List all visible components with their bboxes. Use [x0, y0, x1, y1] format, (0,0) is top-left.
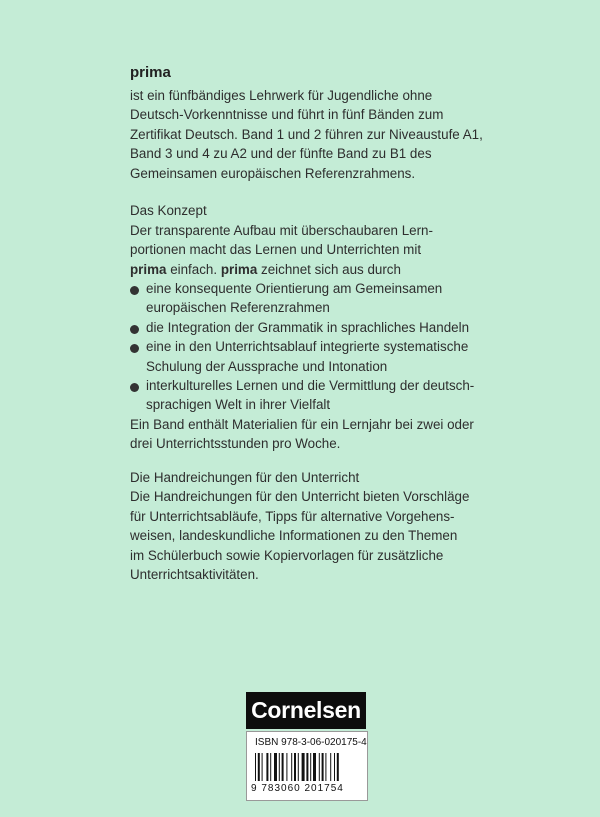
intro-line: Gemeinsamen europäischen Referenzrahmens. — [130, 166, 416, 181]
konzept-text: zeichnet sich aus durch — [257, 262, 401, 277]
brand-inline: prima — [220, 262, 258, 277]
konzept-text: einfach. — [166, 262, 221, 277]
handreichungen-heading: Die Handreichungen für den Unterricht — [130, 470, 360, 485]
bullet-line: die Integration der Grammatik in sprachliches Handeln — [146, 320, 470, 335]
bullet-line: eine konsequente Orientierung am Gemeinsamen — [146, 281, 443, 296]
brand-title: prima — [130, 64, 171, 81]
konzept-line: Der transparente Aufbau mit überschaubaren Lern- — [130, 223, 433, 238]
intro-line: Zertifikat Deutsch. Band 1 und 2 führen zur Niveaustufe A1, — [130, 127, 483, 142]
konzept-closing: drei Unterrichtsstunden pro Woche. — [130, 436, 341, 451]
barcode-label — [246, 731, 368, 801]
bullet-line: interkulturelles Lernen und die Vermittlung der deutsch- — [146, 378, 475, 393]
handreichungen-line: für Unterrichtsabläufe, Tipps für alternative Vorgehens- — [130, 509, 455, 524]
bullet-icon — [130, 344, 139, 353]
bullet-line: sprachigen Welt in ihrer Vielfalt — [146, 397, 331, 412]
barcode-icon — [255, 753, 359, 781]
konzept-line — [130, 261, 401, 279]
intro-line: ist ein fünfbändiges Lehrwerk für Jugendliche ohne — [130, 88, 433, 103]
konzept-line: portionen macht das Lernen und Unterrichten mit — [130, 242, 422, 257]
handreichungen-line: Unterrichtsaktivitäten. — [130, 567, 259, 582]
konzept-closing: Ein Band enthält Materialien für ein Lernjahr bei zwei oder — [130, 417, 474, 432]
brand-inline: prima — [130, 262, 167, 277]
bullet-icon — [130, 325, 139, 334]
konzept-heading: Das Konzept — [130, 203, 207, 218]
bullet-line: eine in den Unterrichtsablauf integrierte systematische — [146, 339, 469, 354]
intro-line: Band 3 und 4 zu A2 und der fünfte Band zu B1 des — [130, 146, 432, 161]
bullet-line: Schulung der Aussprache und Intonation — [146, 359, 388, 374]
handreichungen-line: im Schülerbuch sowie Kopiervorlagen für zusätzliche — [130, 548, 444, 563]
handreichungen-line: weisen, landeskundliche Informationen zu den Themen — [130, 528, 458, 543]
bullet-icon — [130, 383, 139, 392]
bullet-line: europäischen Referenzrahmen — [146, 300, 330, 315]
isbn-text: ISBN 978-3-06-020175-4 — [255, 737, 367, 748]
ean-number: 9 783060 201754 — [251, 783, 344, 794]
cornelsen-logo: Cornelsen — [246, 692, 366, 729]
bullet-icon — [130, 286, 139, 295]
intro-line: Deutsch-Vorkenntnisse und führt in fünf Bänden zum — [130, 107, 444, 122]
handreichungen-line: Die Handreichungen für den Unterricht bieten Vorschläge — [130, 489, 470, 504]
